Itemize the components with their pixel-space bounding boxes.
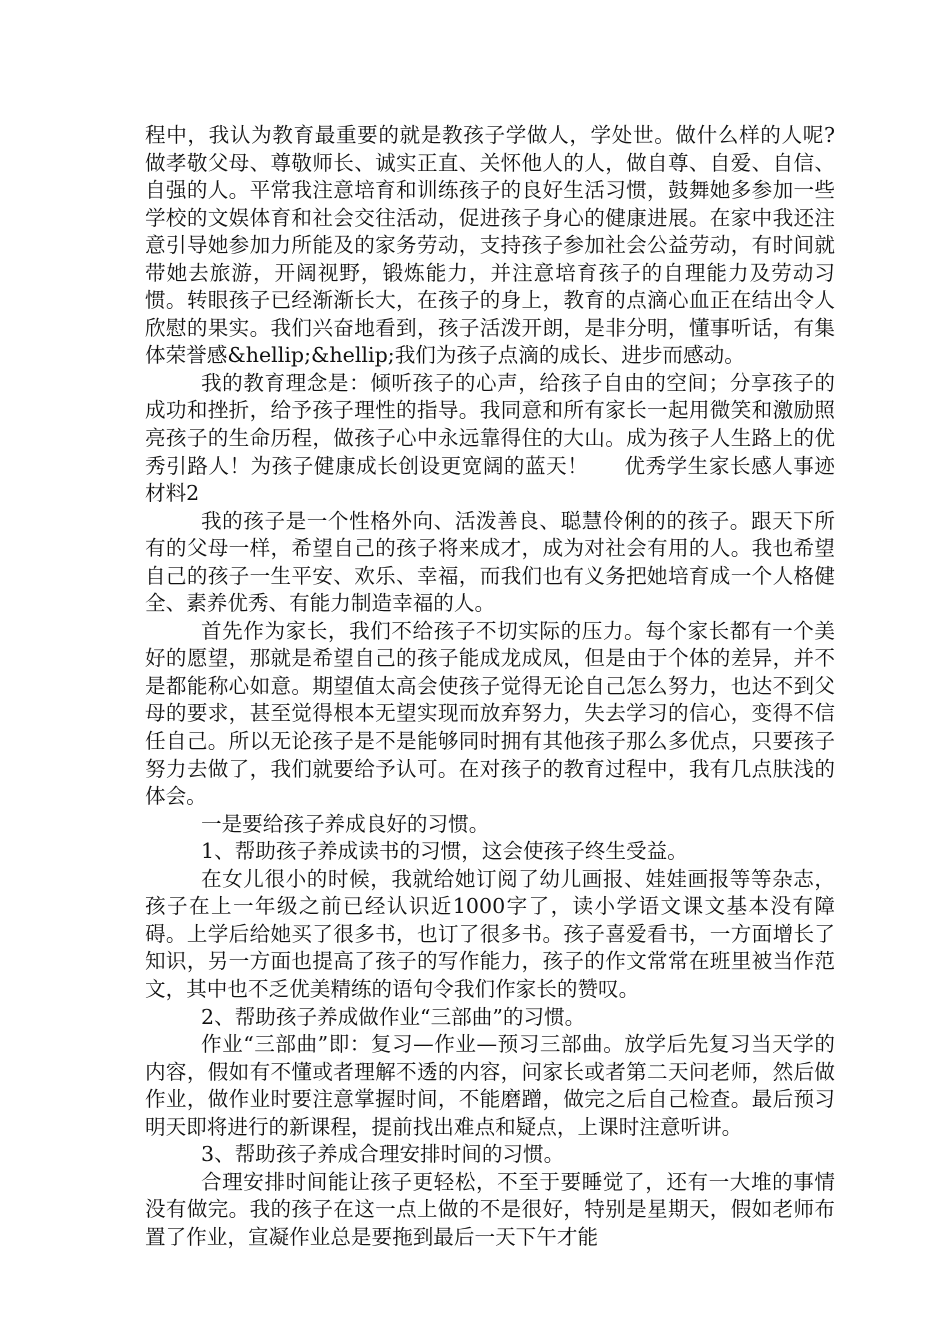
paragraph-4: 首先作为家长，我们不给孩子不切实际的压力。每个家长都有一个美好的愿望，那就是希望自己的孩子能成龙成凤，但是由于个体的差异，并不是都能称心如意。期望值太高会使孩子觉得无论自己怎么努力，也达不到父母的要求，甚至觉得根本无望实现而放弃努力，失去学习的信心，变得不信任自己。所以无论孩子是不是能够同时拥有其他孩子那么多优点，只要孩子努力去做了，我们就要给予认可。在对孩子的教育过程中，我有几点肤浅的体会。 xyxy=(145,618,835,809)
point-1-heading: 1、帮助孩子养成读书的习惯，这会使孩子终生受益。 xyxy=(201,839,688,864)
point-1-body: 在女儿很小的时候，我就给她订阅了幼儿画报、娃娃画报等等杂志，孩子在上一年级之前已经认识近1000字了，读小学语文课文基本没有障碍。上学后给她买了很多书，也订了很多书。孩子喜爱看书，一方面增长了知识，另一方面也提高了孩子的写作能力，孩子的作文常常在班里被当作范文，其中也不乏优美精练的语句令我们作家长的赞叹。 xyxy=(145,866,835,1001)
point-3-heading: 3、帮助孩子养成合理安排时间的习惯。 xyxy=(201,1142,565,1167)
paragraph-3: 我的孩子是一个性格外向、活泼善良、聪慧伶俐的的孩子。跟天下所有的父母一样，希望自己的孩子将来成才，成为对社会有用的人。我也希望自己的孩子一生平安、欢乐、幸福，而我们也有义务把她培育成一个人格健全、素养优秀、有能力制造幸福的人。 xyxy=(145,508,835,616)
point-2-body: 作业“三部曲”即：复习—作业—预习三部曲。放学后先复习当天学的内容，假如有不懂或者理解不透的内容，问家长或者第二天问老师，然后做作业，做作业时要注意掌握时间，不能磨蹭，做完之后自己检查。最后预习明天即将进行的新课程，提前找出难点和疑点，上课时注意听讲。 xyxy=(145,1032,835,1139)
paragraph-2-text: 我的教育理念是：倾听孩子的心声，给孩子自由的空间；分享孩子的成功和挫折，给予孩子理性的指导。我同意和所有家长一起用微笑和激励照亮孩子的生命历程，做孩子心中永远靠得住的大山。成为孩子人生路上的优秀引路人！为孩子健康成长创设更宽阔的蓝天！ xyxy=(145,370,835,478)
heading-habits: 一是要给孩子养成良好的习惯。 xyxy=(201,811,490,836)
point-2-heading: 2、帮助孩子养成做作业“三部曲”的习惯。 xyxy=(201,1004,586,1029)
paragraph-2 xyxy=(145,370,835,508)
point-3-body: 合理安排时间能让孩子更轻松，不至于要睡觉了，还有一大堆的事情没有做完。我的孩子在这一点上做的不是很好，特别是星期天，假如老师布置了作业，宣凝作业总是要拖到最后一天下午才能 xyxy=(145,1169,835,1249)
section-title: 优秀学生家长感人事迹材料2 xyxy=(145,453,836,506)
document-body xyxy=(145,122,835,1251)
paragraph-1: 程中，我认为教育最重要的就是教孩子学做人，学处世。做什么样的人呢?做孝敬父母、尊敬师长、诚实正直、关怀他人的人，做自尊、自爱、自信、自强的人。平常我注意培育和训练孩子的良好生活习惯，鼓舞她多参加一些学校的文娱体育和社会交往活动，促进孩子身心的健康进展。在家中我还注意引导她参加力所能及的家务劳动，支持孩子参加社会公益劳动，有时间就带她去旅游，开阔视野，锻炼能力，并注意培育孩子的自理能力及劳动习惯。转眼孩子已经渐渐长大，在孩子的身上，教育的点滴心血正在结出令人欣慰的果实。我们兴奋地看到，孩子活泼开朗，是非分明，懂事听话，有集体荣誉感&hellip;&hellip;我们为孩子点滴的成长、进步而感动。 xyxy=(145,123,835,368)
